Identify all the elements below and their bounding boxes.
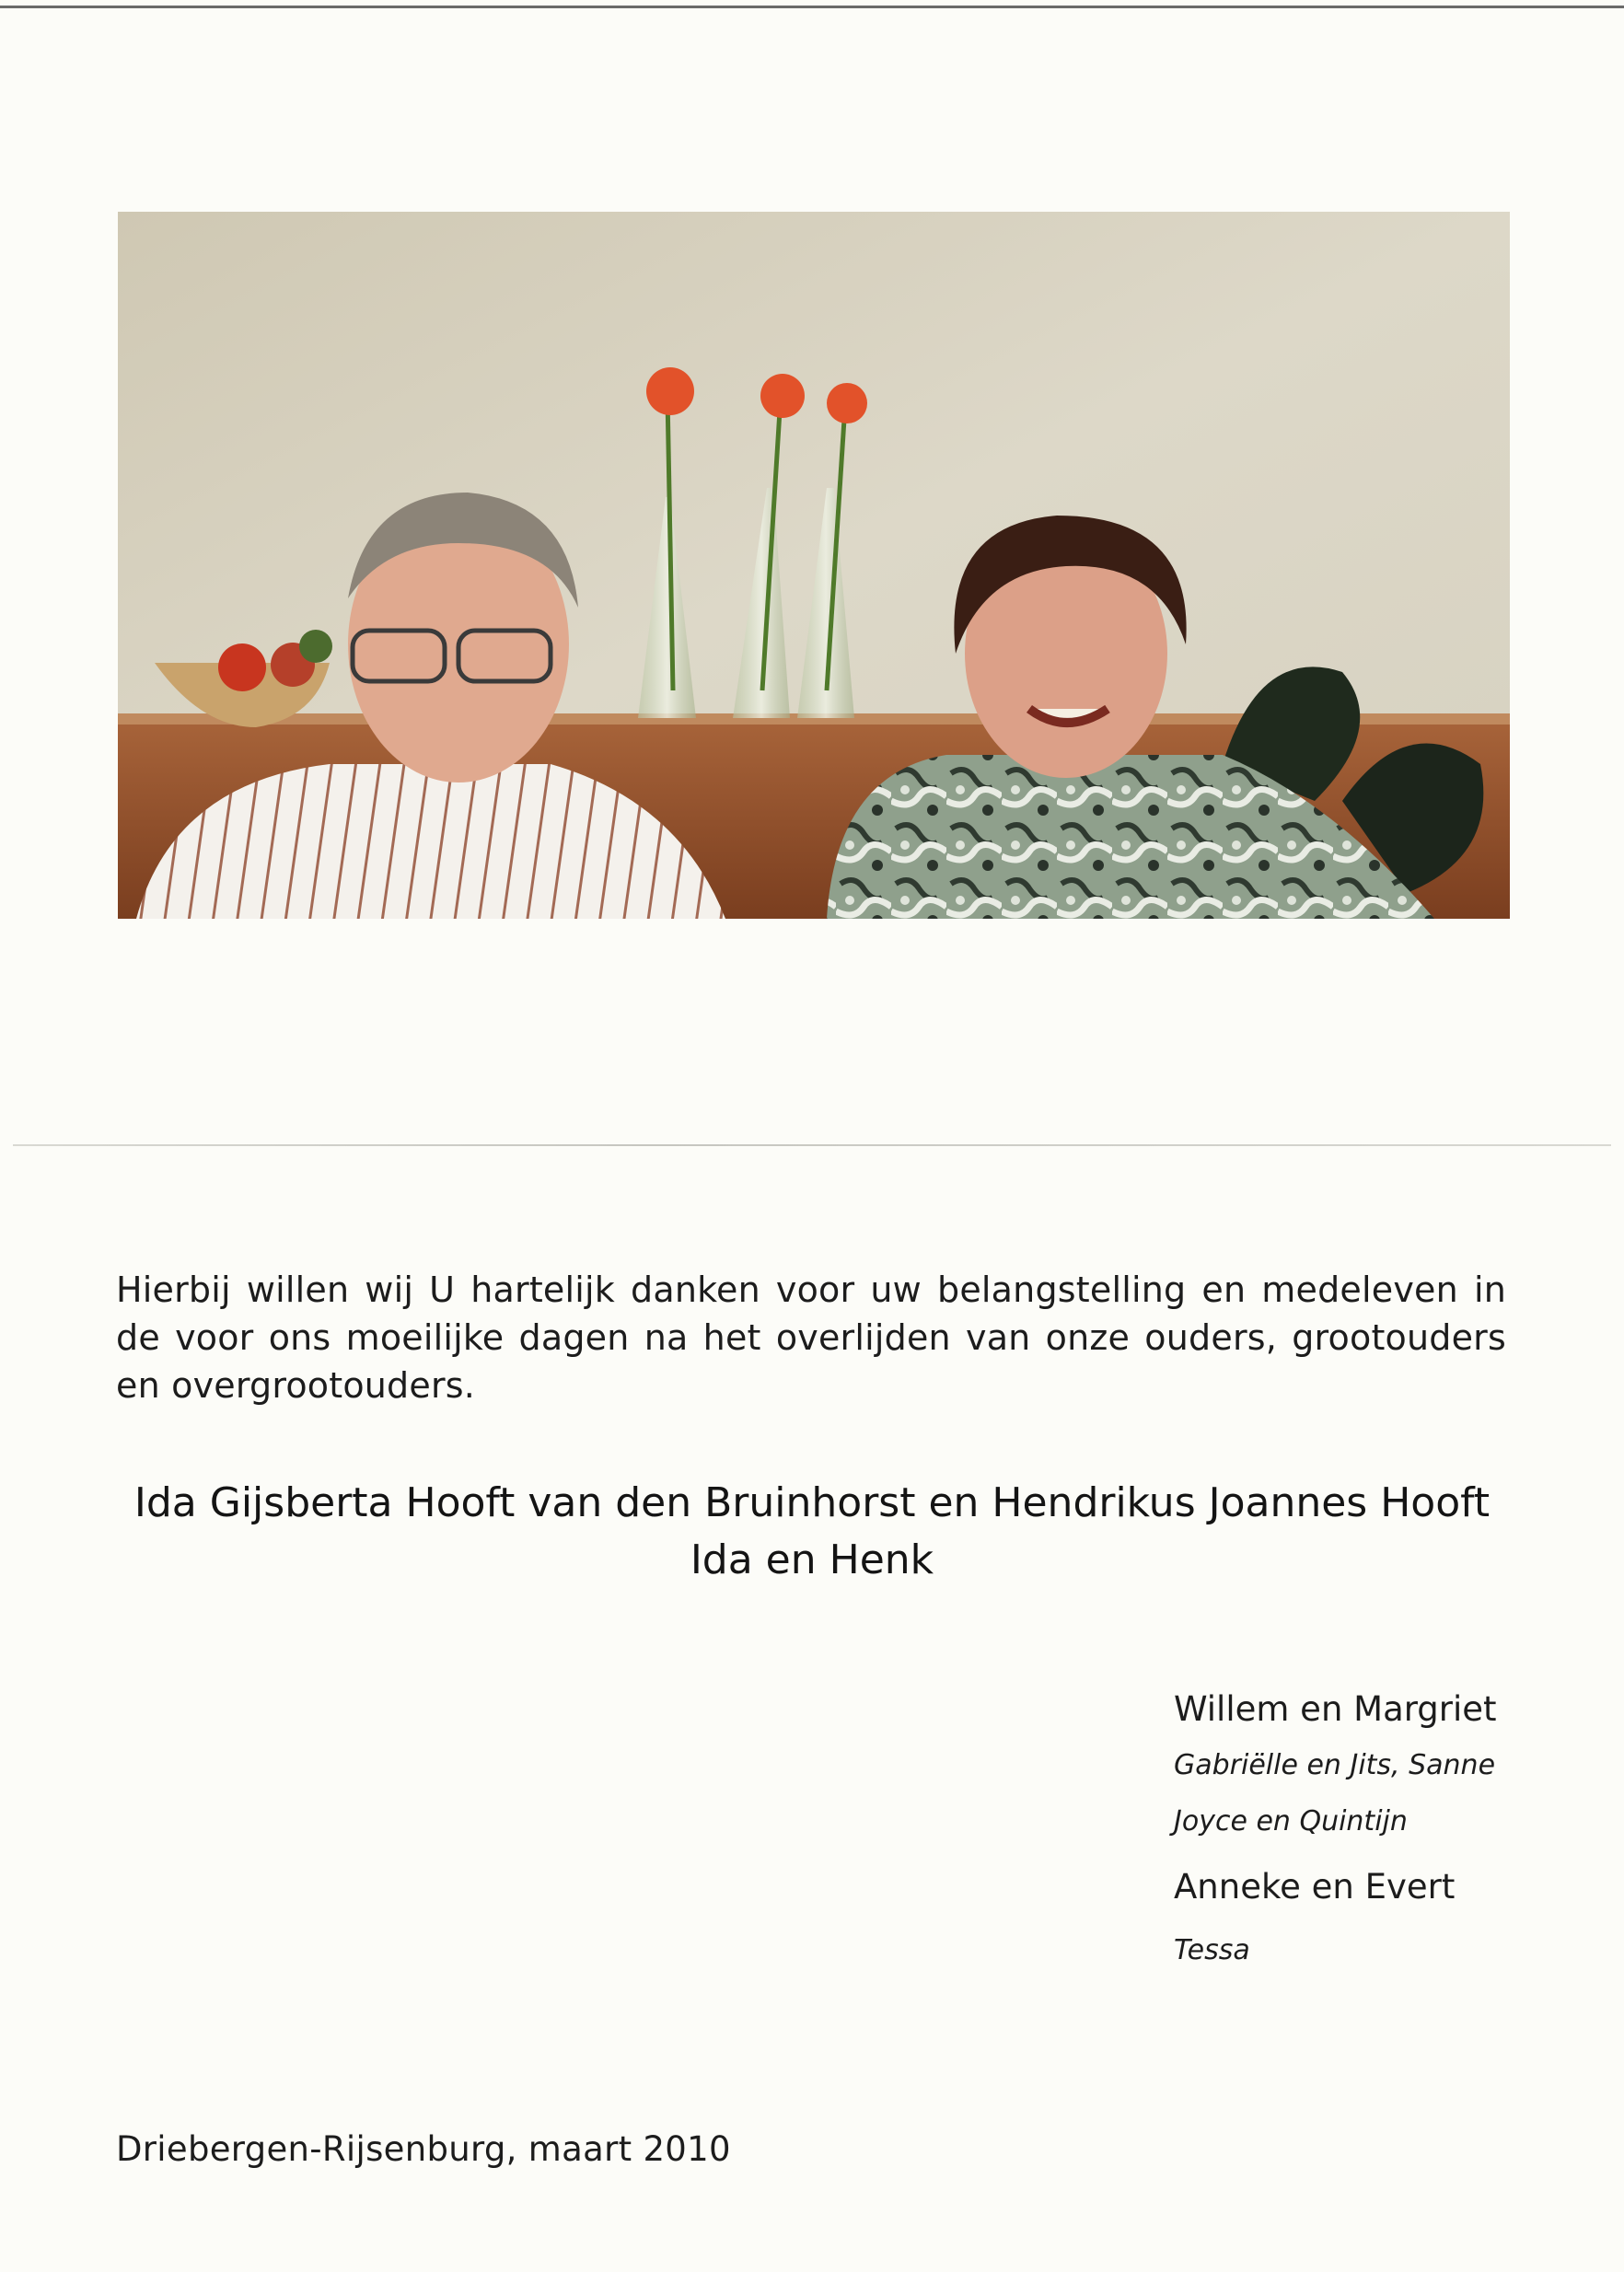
family-couple: Anneke en Evert [1174,1867,1456,1907]
family-children: Joyce en Quintijn [1174,1805,1408,1837]
fold-line [13,1144,1611,1146]
deceased-full-names: Ida Gijsberta Hooft van den Bruinhorst en Hendrikus Joannes Hooft [133,1479,1491,1526]
family-children: Tessa [1174,1934,1250,1966]
thank-you-text: Hierbij willen wij U hartelijk danken voor uw belangstelling en medeleven in de voor ons moeilijke dagen na het overlijden van onze ouders, grootouders en overgrootouders. [116,1269,1506,1406]
deceased-short-names: Ida en Henk [690,1536,934,1583]
couple-photo [118,212,1510,919]
deceased-names [83,1475,1541,1589]
top-edge-line [0,6,1624,8]
family-signatures [1174,1689,1579,1968]
family-children: Gabriëlle en Jits, Sanne [1174,1749,1496,1781]
family-couple: Willem en Margriet [1174,1689,1497,1729]
place-and-date: Driebergen-Rijsenburg, maart 2010 [116,2129,731,2169]
